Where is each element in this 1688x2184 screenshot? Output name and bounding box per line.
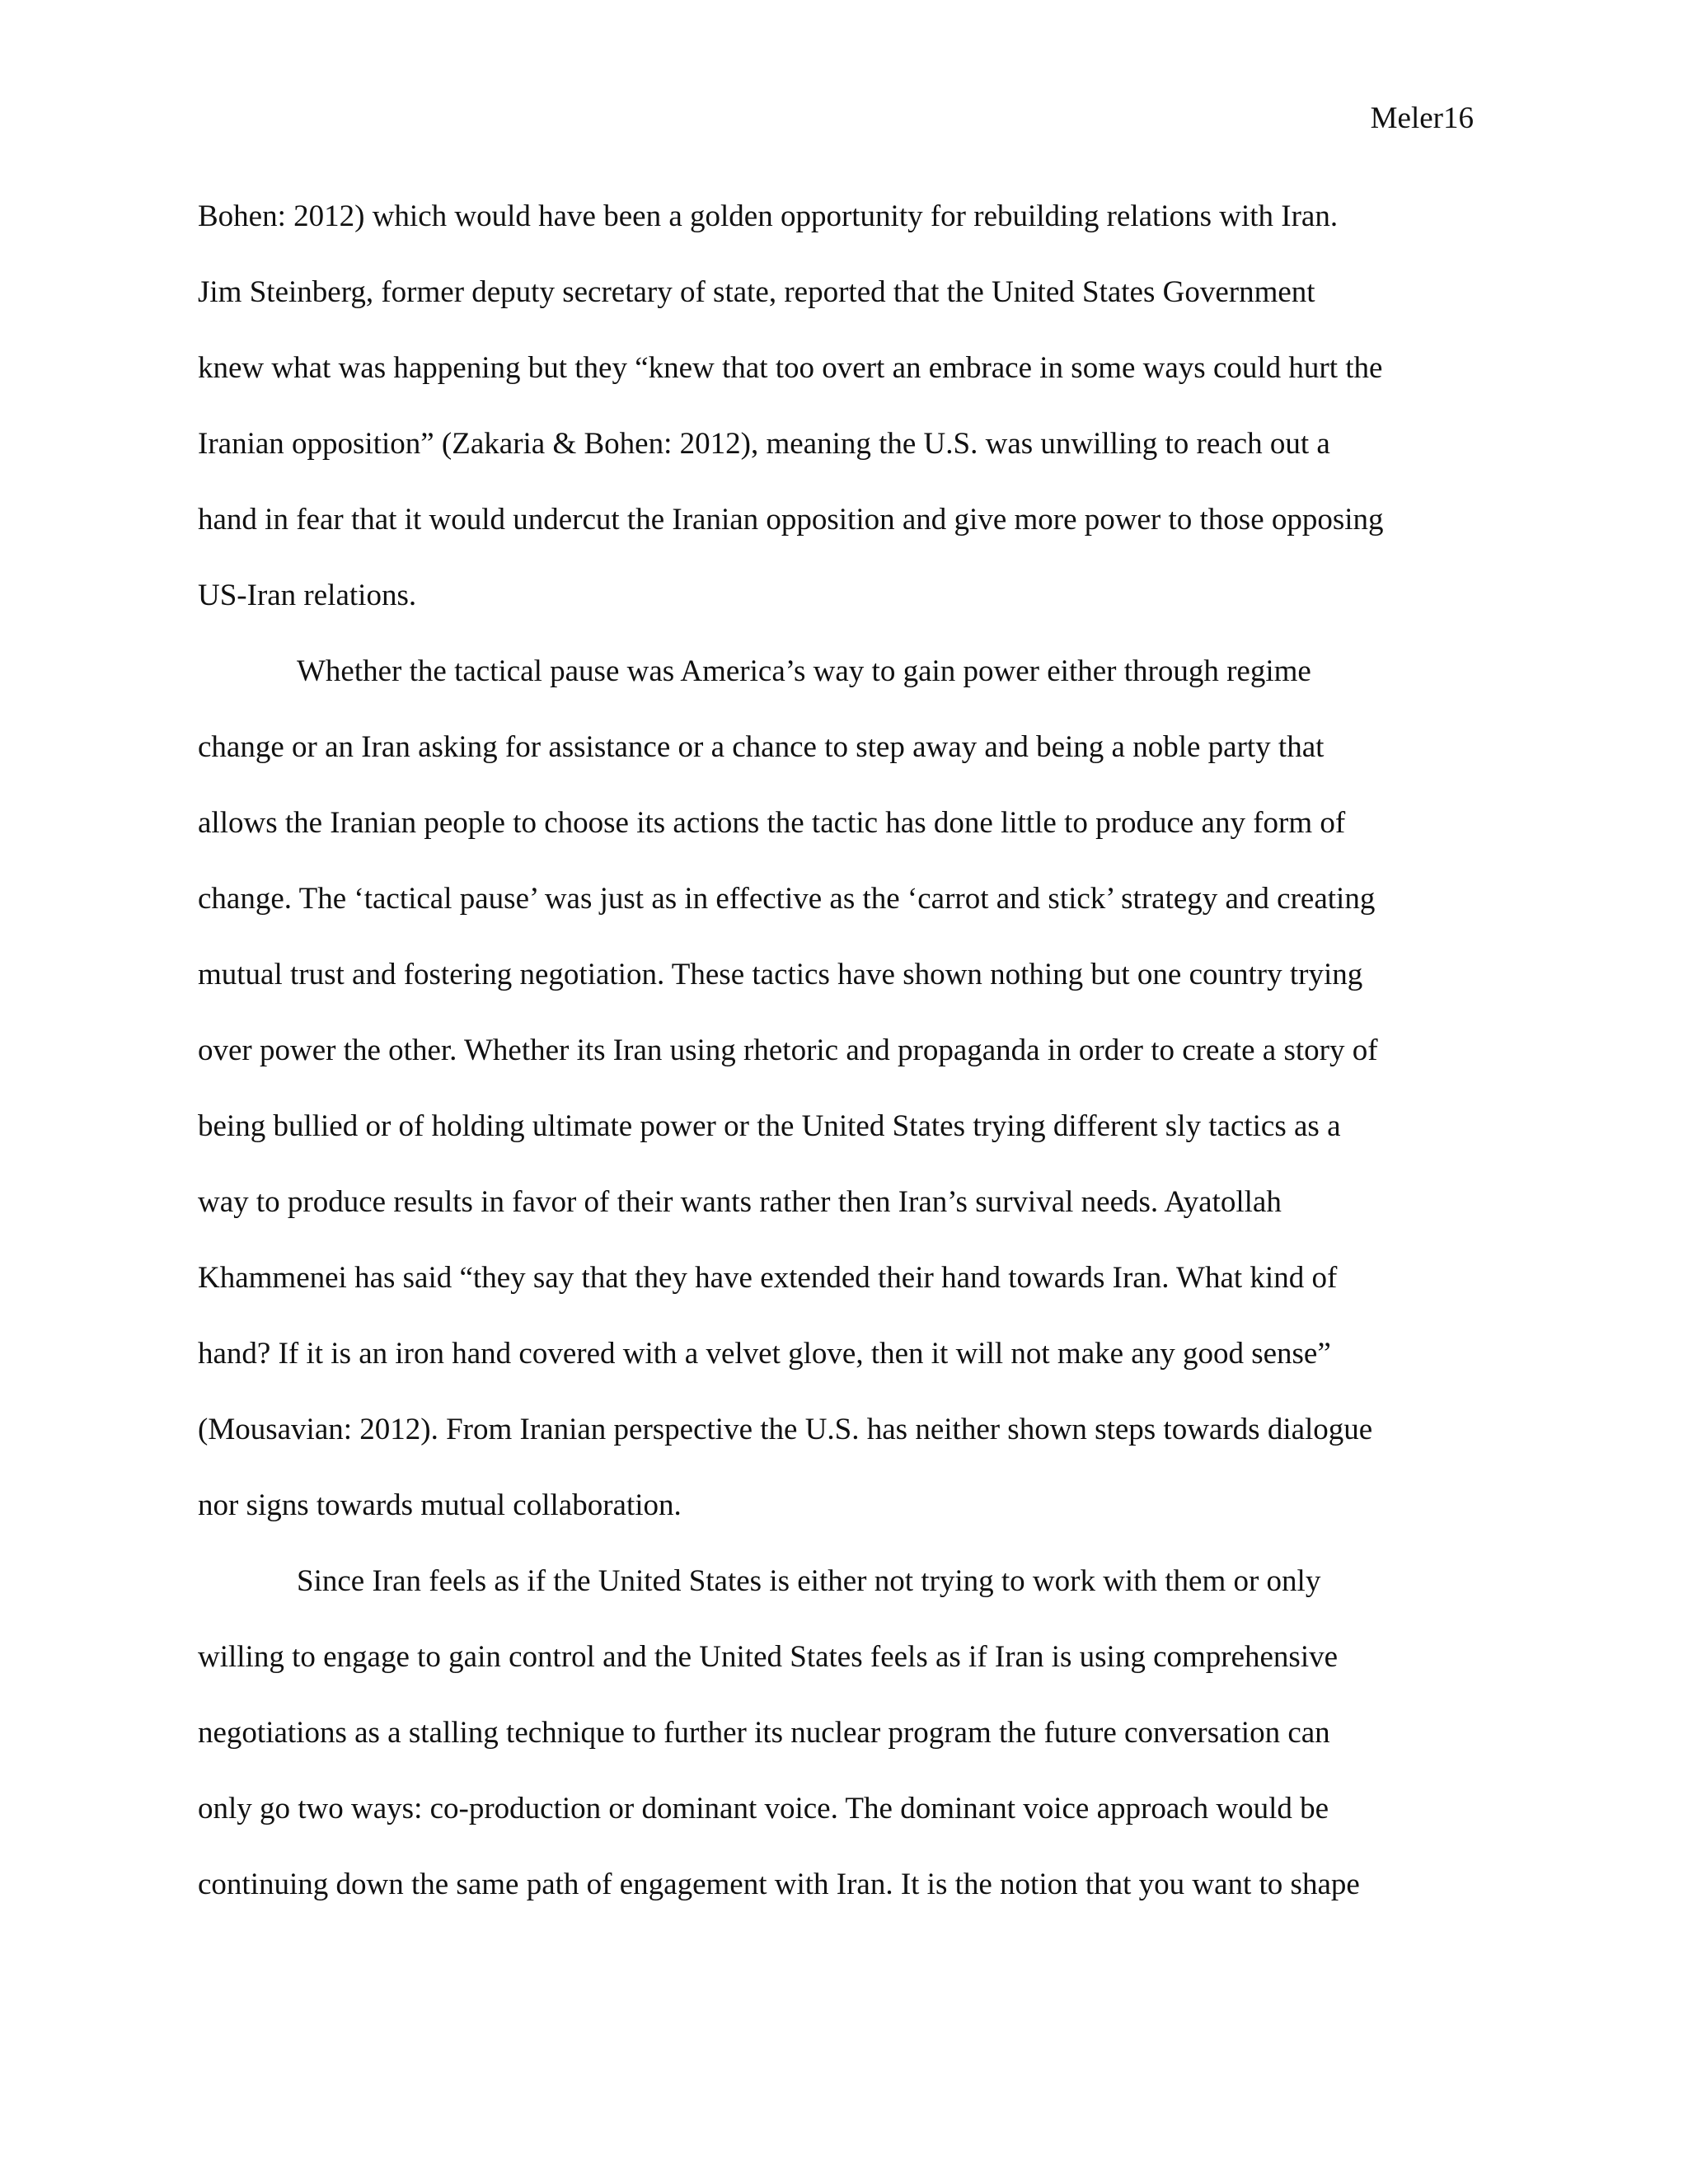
text-line: being bullied or of holding ultimate power or the United States trying different sly tactics as a bbox=[198, 1109, 1341, 1143]
text-line: change or an Iran asking for assistance or a chance to step away and being a noble party that bbox=[198, 730, 1325, 764]
text-line: Whether the tactical pause was America’s way to gain power either through regime bbox=[297, 654, 1311, 688]
text-line: Khammenei has said “they say that they have extended their hand towards Iran. What kind of bbox=[198, 1261, 1338, 1295]
text-line: mutual trust and fostering negotiation. These tactics have shown nothing but one country trying bbox=[198, 958, 1363, 991]
text-line: Jim Steinberg, former deputy secretary of state, reported that the United States Government bbox=[198, 275, 1315, 309]
text-line: hand in fear that it would undercut the Iranian opposition and give more power to those opposing bbox=[198, 503, 1384, 537]
text-line: continuing down the same path of engagement with Iran. It is the notion that you want to shape bbox=[198, 1868, 1360, 1901]
text-line: hand? If it is an iron hand covered with a velvet glove, then it will not make any good sense” bbox=[198, 1337, 1331, 1371]
text-line: (Mousavian: 2012). From Iranian perspective the U.S. has neither shown steps towards dialogue bbox=[198, 1413, 1373, 1446]
text-line: allows the Iranian people to choose its actions the tactic has done little to produce any form of bbox=[198, 806, 1346, 840]
body-text bbox=[198, 195, 1484, 1939]
text-line: willing to engage to gain control and the United States feels as if Iran is using comprehensive bbox=[198, 1640, 1339, 1674]
text-line: negotiations as a stalling technique to further its nuclear program the future conversation can bbox=[198, 1716, 1330, 1750]
page-header: Meler16 bbox=[1370, 101, 1474, 135]
text-line: only go two ways: co-production or dominant voice. The dominant voice approach would be bbox=[198, 1792, 1329, 1825]
text-line: nor signs towards mutual collaboration. bbox=[198, 1488, 682, 1522]
text-line: over power the other. Whether its Iran using rhetoric and propaganda in order to create a story of bbox=[198, 1033, 1378, 1067]
text-line: US-Iran relations. bbox=[198, 579, 417, 612]
text-line: knew what was happening but they “knew that too overt an embrace in some ways could hurt the bbox=[198, 351, 1383, 385]
text-line: way to produce results in favor of their wants rather then Iran’s survival needs. Ayatollah bbox=[198, 1185, 1282, 1219]
text-line: Bohen: 2012) which would have been a golden opportunity for rebuilding relations with Iran. bbox=[198, 199, 1339, 233]
text-line: Since Iran feels as if the United States is either not trying to work with them or only bbox=[297, 1564, 1321, 1598]
text-line: change. The ‘tactical pause’ was just as in effective as the ‘carrot and stick’ strategy and creating bbox=[198, 882, 1376, 916]
text-line: Iranian opposition” (Zakaria & Bohen: 2012), meaning the U.S. was unwilling to reach out a bbox=[198, 427, 1330, 461]
